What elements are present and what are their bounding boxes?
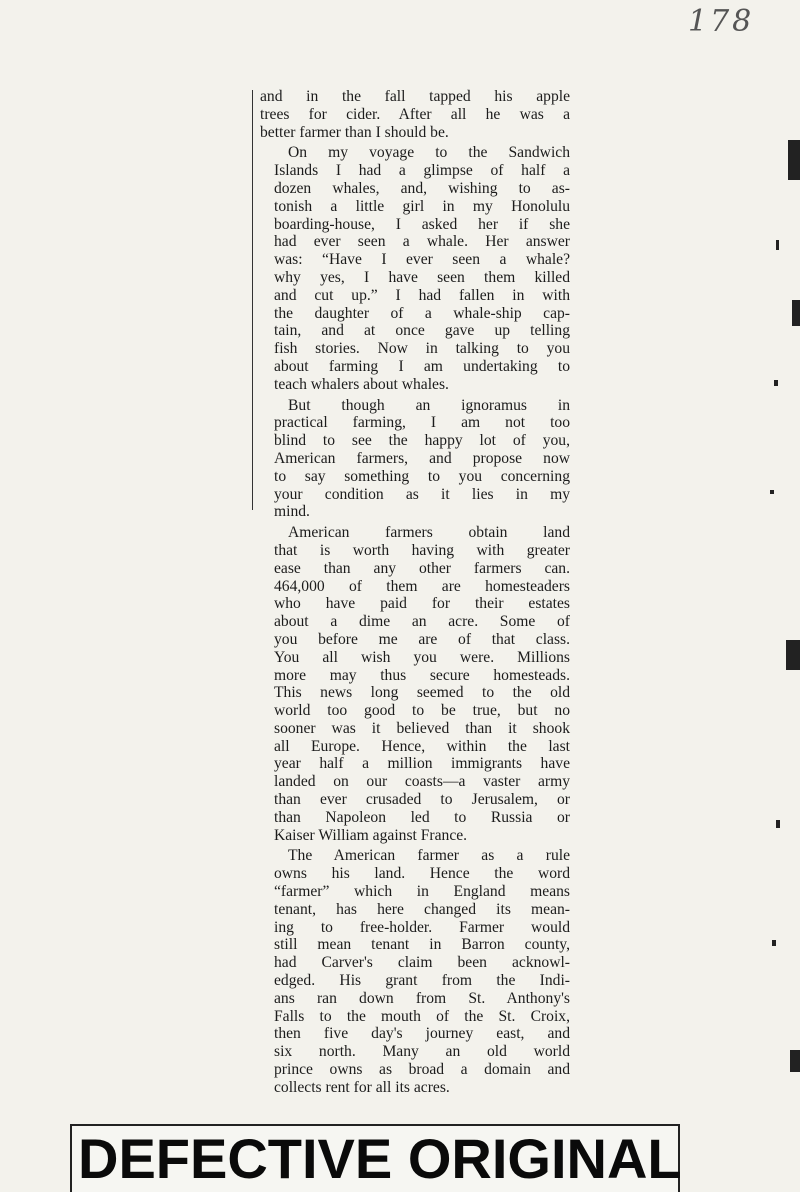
- article-line: tenant, has here changed its mean-: [274, 900, 570, 918]
- defective-original-banner: [70, 1124, 680, 1192]
- article-line: owns his land. Hence the word: [274, 865, 570, 883]
- article-line: more may thus secure homesteads.: [274, 666, 570, 684]
- article-line: On my voyage to the Sandwich: [288, 144, 570, 162]
- article-line: 464,000 of them are homesteaders: [274, 577, 570, 595]
- article-line: prince owns as broad a domain and: [274, 1061, 570, 1079]
- article-line: edged. His grant from the Indi-: [274, 972, 570, 990]
- article-line: Islands I had a glimpse of half a: [274, 162, 570, 180]
- defective-original-label: DEFECTIVE ORIGINAL: [78, 1127, 682, 1190]
- article-line: why yes, I have seen them killed: [274, 268, 570, 286]
- article-line: you before me are of that class.: [274, 630, 570, 648]
- article-line: had Carver's claim been acknowl-: [274, 954, 570, 972]
- article-line: teach whalers about whales.: [274, 375, 449, 393]
- article-line: You all wish you were. Millions: [274, 648, 570, 666]
- article-line: who have paid for their estates: [274, 595, 570, 613]
- article-line: better farmer than I should be.: [260, 123, 449, 141]
- article-line: “farmer” which in England means: [274, 883, 570, 901]
- article-line: But though an ignoramus in: [288, 396, 570, 414]
- article-paragraph: [260, 524, 570, 844]
- article-paragraph: [260, 397, 570, 522]
- article-column: [260, 88, 570, 1100]
- article-line: the daughter of a whale-ship cap-: [274, 304, 570, 322]
- page-number: 178: [688, 4, 755, 39]
- article-line: your condition as it lies in my: [274, 485, 570, 503]
- article-line: This news long seemed to the old: [274, 684, 570, 702]
- article-line: mind.: [274, 503, 310, 521]
- article-line: landed on our coasts—a vaster army: [274, 773, 570, 791]
- article-body: [260, 88, 570, 1097]
- scan-artifact: [772, 940, 776, 946]
- article-line: about a dime an acre. Some of: [274, 613, 570, 631]
- article-line: trees for cider. After all he was a: [260, 105, 570, 123]
- article-line: was: “Have I ever seen a whale?: [274, 251, 570, 269]
- article-line: had ever seen a whale. Her answer: [274, 233, 570, 251]
- article-line: collects rent for all its acres.: [274, 1078, 450, 1096]
- article-line: about farming I am undertaking to: [274, 357, 570, 375]
- article-line: ease than any other farmers can.: [274, 559, 570, 577]
- article-line: six north. Many an old world: [274, 1043, 570, 1061]
- scan-artifact: [792, 300, 800, 326]
- article-line: American farmers, and propose now: [274, 449, 570, 467]
- scan-artifact: [770, 490, 774, 494]
- scan-artifact: [774, 380, 778, 386]
- article-line: that is worth having with greater: [274, 541, 570, 559]
- article-line: tain, and at once gave up telling: [274, 322, 570, 340]
- scan-artifact: [788, 140, 800, 180]
- article-line: and cut up.” I had fallen in with: [274, 286, 570, 304]
- article-line: and in the fall tapped his apple: [260, 88, 570, 105]
- scan-artifact: [790, 1050, 800, 1072]
- article-line: fish stories. Now in talking to you: [274, 340, 570, 358]
- column-rule: [252, 90, 253, 510]
- article-line: boarding-house, I asked her if she: [274, 215, 570, 233]
- article-paragraph: [260, 847, 570, 1096]
- article-line: Kaiser William against France.: [274, 826, 468, 844]
- article-line: ing to free-holder. Farmer would: [274, 918, 570, 936]
- article-line: to say something to you concerning: [274, 467, 570, 485]
- article-line: The American farmer as a rule: [288, 847, 570, 865]
- article-paragraph: [260, 144, 570, 393]
- scan-artifact: [786, 640, 800, 670]
- scan-artifact: [776, 820, 780, 828]
- article-line: than Napoleon led to Russia or: [274, 808, 570, 826]
- article-line: year half a million immigrants have: [274, 755, 570, 773]
- article-line: still mean tenant in Barron county,: [274, 936, 570, 954]
- scan-artifact: [776, 240, 779, 250]
- article-line: then five day's journey east, and: [274, 1025, 570, 1043]
- article-line: tonish a little girl in my Honolulu: [274, 197, 570, 215]
- article-line: than ever crusaded to Jerusalem, or: [274, 791, 570, 809]
- article-line: sooner was it believed than it shook: [274, 719, 570, 737]
- article-line: blind to see the happy lot of you,: [274, 432, 570, 450]
- article-line: all Europe. Hence, within the last: [274, 737, 570, 755]
- article-paragraph: [260, 88, 570, 141]
- article-line: practical farming, I am not too: [274, 414, 570, 432]
- article-line: dozen whales, and, wishing to as-: [274, 179, 570, 197]
- article-line: American farmers obtain land: [288, 524, 570, 542]
- article-line: Falls to the mouth of the St. Croix,: [274, 1007, 570, 1025]
- article-line: ans ran down from St. Anthony's: [274, 989, 570, 1007]
- article-line: world too good to be true, but no: [274, 702, 570, 720]
